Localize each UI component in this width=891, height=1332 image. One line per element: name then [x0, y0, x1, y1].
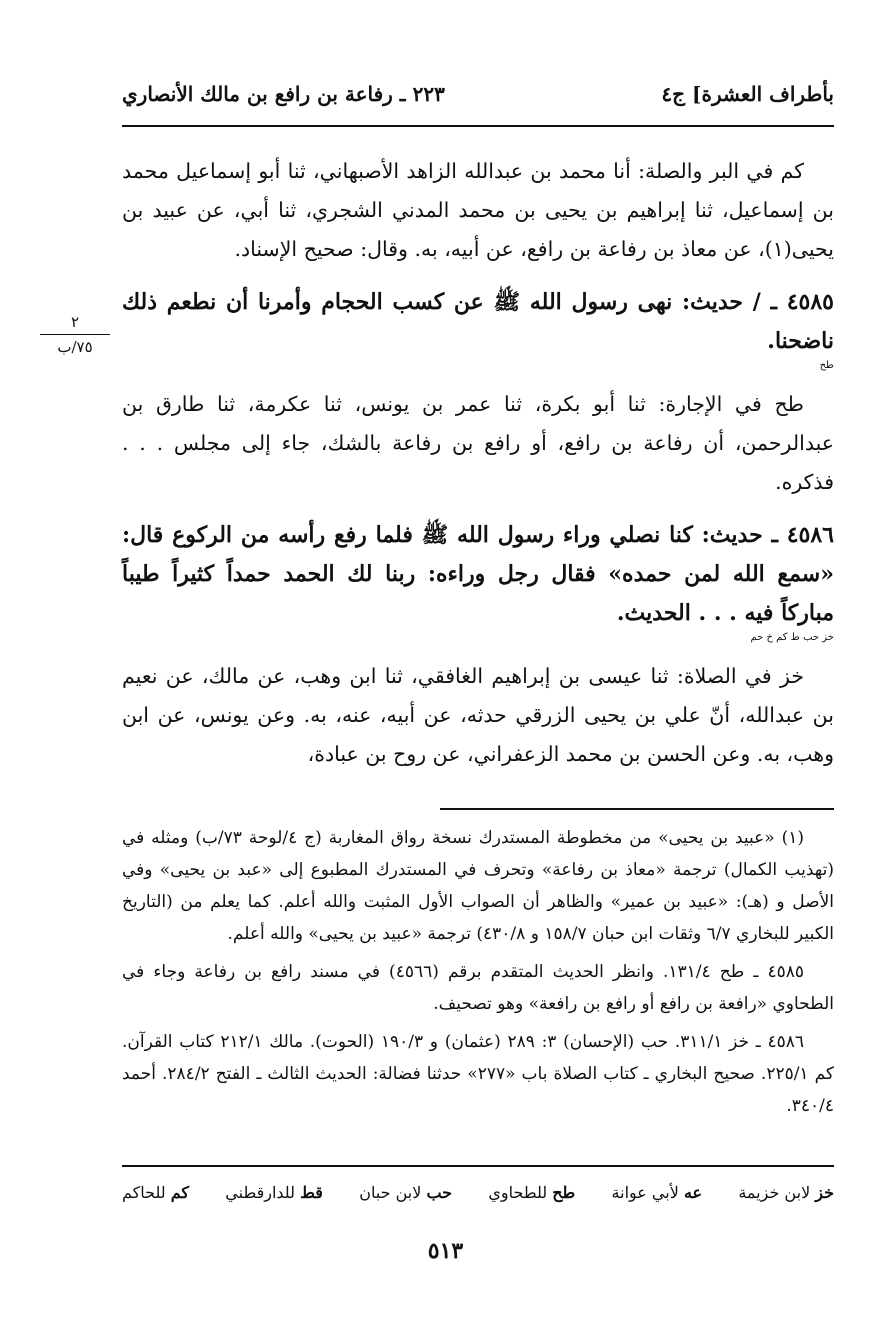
footnote-separator [440, 808, 834, 810]
hadith-4586 [122, 516, 834, 643]
page-number: ٥١٣ [427, 1238, 464, 1264]
abbrev-item: عه لأبي عوانة [611, 1183, 703, 1202]
abbrev-item: حب لابن حبان [359, 1183, 453, 1202]
margin-note [40, 312, 110, 357]
paragraph-3: خز في الصلاة: ثنا عيسى بن إبراهيم الغافقي، ثنا ابن وهب، عن مالك، عن نعيم بن عبدالله، أنّ علي بن يحيى الزرقي حدثه، عن أبيه، عنه، به. وعن يونس، عن ابن وهب، به. وعن الحسن بن محمد الزعفراني، عن روح بن عبادة، [122, 664, 834, 766]
hadith-4586-text: ٤٥٨٦ ـ حديث: كنا نصلي وراء رسول الله ﷺ فلما رفع رأسه من الركوع قال: «سمع الله لمن حمده» فقال رجل وراءه: ربنا لك الحمد حمداً كثيراً طيباً مباركاً فيه . . . الحديث. [122, 522, 834, 626]
abbrev-item: كم للحاكم [122, 1183, 189, 1202]
hadith-4586-sigla: خز حب ط كم خ حم [750, 632, 834, 643]
footnote-4585: ٤٥٨٥ ـ طح ١٣١/٤. وانظر الحديث المتقدم برقم (٤٥٦٦) في مسند رافع بن رفاعة وجاء في الطحاوي «رافعة بن رافع أو رافع بن رافعة» وهو تصحيف. [122, 962, 834, 1014]
margin-note-bottom: ٧٥/ب [57, 338, 93, 356]
footnote-4586: ٤٥٨٦ ـ خز ٣١١/١. حب (الإحسان) ٣: ٢٨٩ (عثمان) و ١٩٠/٣ (الحوت). مالك ٢١٢/١ كتاب القرآن. كم ٢٢٥/١. صحيح البخاري ـ كتاب الصلاة باب «٢٧٧» حدثنا فضالة: الحديث الثالث ـ الفتح ٢٨٤/٢. أحمد ٣٤٠/٤. [122, 1032, 835, 1116]
footnote-1: (١) «عبيد بن يحيى» من مخطوطة المستدرك نسخة رواق المغاربة (ج ٤/لوحة ٧٣/ب) ومثله في (تهذيب الكمال) ترجمة «معاذ بن رفاعة» وتحرف في المستدرك المطبوع إلى «عبد بن يحيى» وفي الأصل و (هـ): «عبيد بن عمير» والظاهر أن الصواب الأول المثبت والله أعلم. كما يعلم من (التاريخ الكبير للبخاري ٦/٧ وثقات ابن حبان ١٥٨/٧ و ٤٣٠/٨) ترجمة «عبيد بن يحيى» والله أعلم. [122, 828, 834, 944]
page-header [122, 78, 834, 114]
hadith-4585 [122, 283, 834, 371]
abbreviations-key [122, 1183, 834, 1202]
footnotes [122, 822, 834, 1128]
abbreviations-rule [122, 1165, 834, 1167]
abbrev-item: طح للطحاوي [488, 1183, 576, 1202]
hadith-4585-text: ٤٥٨٥ ـ / حديث: نهى رسول الله ﷺ عن كسب الحجام وأمرنا أن نطعم ذلك ناضحنا. [122, 289, 834, 354]
book-title: بأطراف العشرة] ج٤ [661, 82, 834, 106]
abbrev-item: قط للدارقطني [225, 1183, 323, 1202]
paragraph-2: طح في الإجارة: ثنا أبو بكرة، ثنا عمر بن يونس، ثنا عكرمة، ثنا طارق بن عبدالرحمن، أن رفاعة بن رافع، أو رافع بن رفاعة بالشك، جاء إلى مجلس . . . فذكره. [122, 392, 834, 494]
abbrev-item: خز لابن خزيمة [738, 1183, 834, 1202]
hadith-4585-sigla: طح [819, 360, 834, 371]
margin-note-rule [40, 334, 110, 335]
paragraph-1: كم في البر والصلة: أنا محمد بن عبدالله الزاهد الأصبهاني، ثنا أبو إسماعيل محمد بن إسماعيل، ثنا إبراهيم بن يحيى بن محمد المدني الشجري، ثنا أبي، عن عبيد بن يحيى(١)، عن معاذ بن رفاعة بن رافع، عن أبيه، به. وقال: صحيح الإسناد. [122, 159, 834, 261]
running-head: ٢٢٣ ـ رفاعة بن رافع بن مالك الأنصاري [122, 82, 445, 106]
main-text [122, 152, 834, 788]
header-rule [122, 125, 834, 127]
margin-note-top: ٢ [70, 313, 80, 331]
